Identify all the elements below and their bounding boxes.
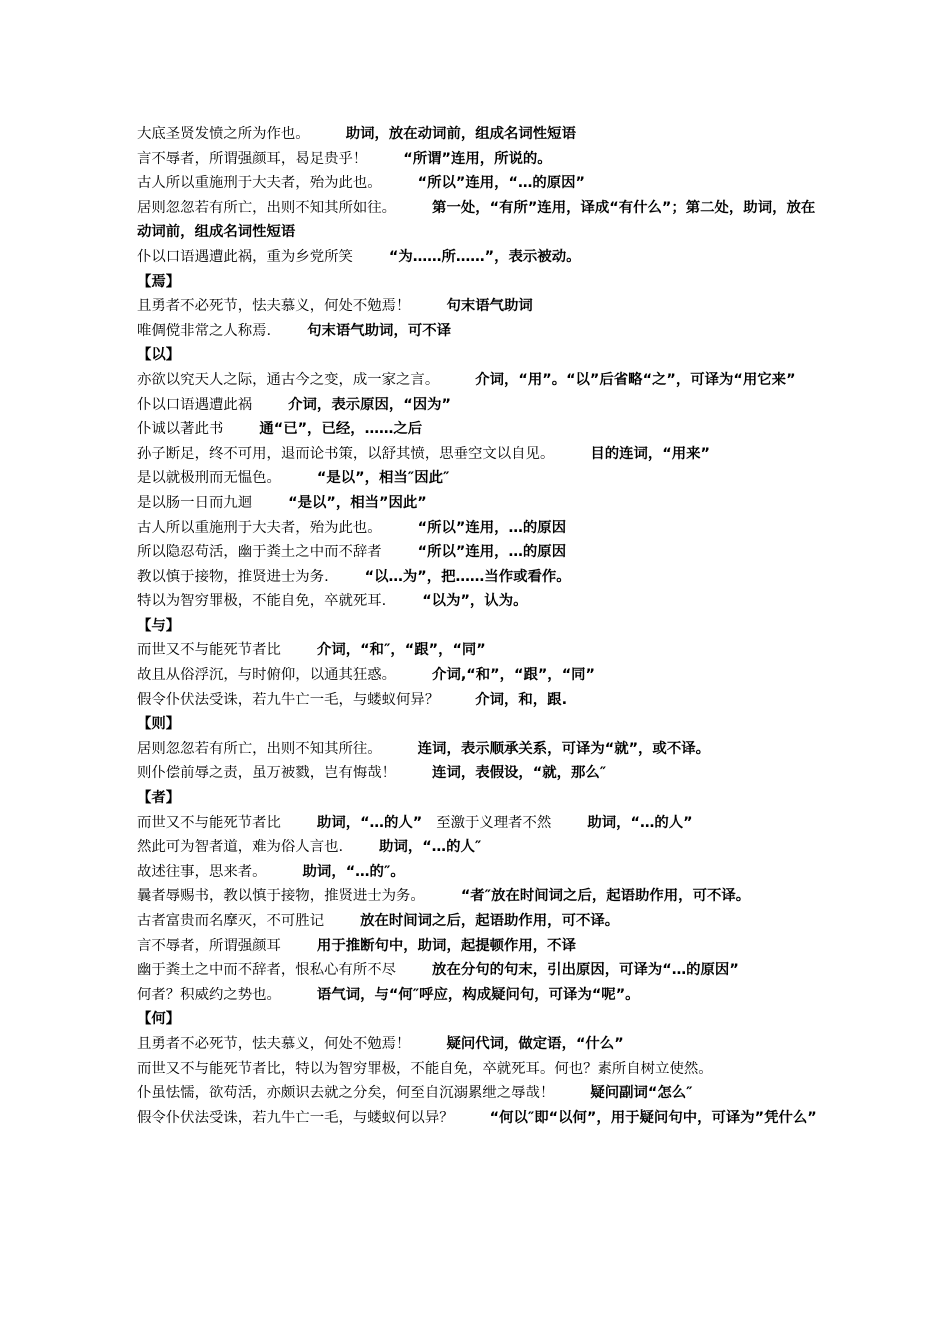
example-sentence: 孙子断足，终不可用，退而论书策，以舒其愤，思垂空文以自见。: [137, 445, 555, 462]
annotation: “所以”连用，…的原因: [417, 544, 567, 561]
example-line: [137, 663, 817, 688]
annotation: 句末语气助词: [446, 298, 533, 315]
example-sentence: 且勇者不必死节，怯夫慕义，何处不勉焉！: [137, 298, 411, 315]
annotation: 语气词，与“何″呼应，构成疑问句，可译为“呢”。: [316, 986, 640, 1003]
section-heading: [137, 614, 817, 639]
annotation: 介词，“和″，“跟”，“同”: [316, 642, 486, 659]
example-line: [137, 638, 817, 663]
annotation: 通“已”，已经，……之后: [259, 421, 423, 438]
section-heading-text: 【者】: [137, 790, 181, 807]
example-sentence: 是以肠一日而九迴: [137, 494, 253, 511]
example-line: [137, 417, 817, 442]
example-sentence: 假令仆伏法受诛，若九牛亡一毛，与蝼蚁何以异？: [137, 1109, 454, 1126]
annotation: “所谓”连用，所说的。: [403, 150, 552, 167]
example-line: [137, 393, 817, 418]
annotation: “以…为”，把……当作或看作。: [364, 568, 571, 585]
annotation: 疑问代词，做定语，“什么”: [446, 1035, 624, 1052]
example-line: [137, 884, 817, 909]
annotation: 放在分句的句末，引出原因，可译为“…的原因”: [432, 962, 739, 979]
example-line: [137, 171, 817, 196]
example-sentence: 则仆偿前辱之责，虽万被戮，岂有悔哉！: [137, 765, 397, 782]
example-sentence: 且勇者不必死节，怯夫慕义，何处不勉焉！: [137, 1035, 411, 1052]
annotation: 连词，表假设，“就，那么″: [432, 765, 607, 782]
section-heading-text: 【则】: [137, 716, 181, 733]
annotation: 放在时间词之后，起语助作用，可不译。: [360, 913, 620, 929]
document-body: [137, 122, 817, 1130]
section-heading-text: 【以】: [137, 347, 181, 364]
example-line: [137, 491, 817, 516]
example-line: [137, 368, 817, 393]
example-sentence: 唯倜傥非常之人称焉.: [137, 322, 272, 339]
example-line: [137, 737, 817, 762]
annotation: 助词，“…的人”: [587, 814, 693, 831]
section-heading-text: 【何】: [137, 1011, 181, 1028]
annotation: “是以”，相当”因此”: [288, 494, 427, 511]
annotation: 介词，“用”。“以”后省略“之”，可译为“用它来”: [475, 371, 796, 388]
example-sentence: 至激于义理者不然: [436, 814, 552, 831]
example-line: [137, 147, 817, 172]
example-line: [137, 909, 817, 934]
example-sentence: 言不辱者，所谓强颜耳: [137, 937, 281, 954]
example-sentence: 居则忽忽若有所亡，出则不知其所如往。: [137, 199, 397, 216]
example-sentence: 所以隐忍苟活，幽于粪土之中而不辞者: [137, 544, 382, 561]
example-sentence: 幽于粪土之中而不辞者，恨私心有所不尽: [137, 962, 397, 979]
example-line: [137, 983, 817, 1008]
example-line: [137, 540, 817, 565]
example-line: [137, 245, 817, 270]
section-heading-text: 【焉】: [137, 273, 181, 290]
example-sentence: 然此可为智者道，难为俗人言也.: [137, 839, 344, 856]
annotation: 助词，“…的人”: [316, 814, 423, 831]
section-heading-text: 【与】: [137, 617, 181, 634]
section-heading: [137, 1007, 817, 1032]
annotation: 疑问副词“怎么″: [590, 1085, 693, 1102]
example-line: [137, 934, 817, 959]
example-sentence: 居则忽忽若有所亡，出则不知其所往。: [137, 740, 382, 757]
annotation: 用于推断句中，助词，起提顿作用，不译: [316, 937, 576, 954]
example-line: [137, 1106, 817, 1131]
example-sentence: 故述往事，思来者。: [137, 863, 267, 880]
example-sentence: 仆以口语遇遭此祸，重为乡党所笑: [137, 248, 353, 265]
annotation: “为……所……”，表示被动。: [388, 248, 581, 265]
annotation: 介词，表示原因，“因为”: [288, 396, 451, 413]
example-sentence: 而世又不与能死节者比: [137, 642, 281, 659]
example-sentence: 故且从俗浮沉，与时俯仰，以通其狂惑。: [137, 667, 397, 684]
example-line: [137, 1081, 817, 1106]
annotation: 连词，表示顺承关系，可译为“就”，或不译。: [417, 740, 710, 757]
example-line: [137, 761, 817, 786]
example-line: [137, 196, 817, 245]
annotation: “所以”连用，…的原因: [417, 519, 567, 536]
annotation: “是以”，相当″因此″: [316, 470, 450, 487]
annotation: “所以”连用，“…的原因”: [417, 175, 586, 192]
example-line: [137, 122, 817, 147]
annotation: 助词，“…的″。: [302, 863, 405, 880]
example-sentence: 古人所以重施刑于大夫者，殆为此也。: [137, 519, 382, 536]
example-sentence: 言不辱者，所谓强颜耳，曷足贵乎！: [137, 150, 368, 167]
example-sentence: 曩者辱赐书，教以慎于接物，推贤进士为务。: [137, 888, 425, 905]
example-line: [137, 565, 817, 590]
example-line: [137, 811, 817, 836]
example-sentence: 古人所以重施刑于大夫者，殆为此也。: [137, 175, 382, 192]
example-sentence: 仆以口语遇遭此祸: [137, 396, 253, 413]
annotation: 助词，“…的人″: [379, 839, 482, 856]
section-heading: [137, 270, 817, 295]
example-sentence: 而世又不与能死节者比，特以为智穷罪极，不能自免，卒就死耳。何也？素所自树立使然。: [137, 1060, 713, 1077]
example-sentence: 何者？积威约之势也。: [137, 986, 281, 1003]
example-line: [137, 1057, 817, 1082]
example-line: [137, 466, 817, 491]
annotation: 介词，和，跟.: [475, 691, 568, 708]
section-heading: [137, 712, 817, 737]
section-heading: [137, 786, 817, 811]
example-line: [137, 589, 817, 614]
example-sentence: 仆虽怯懦，欲苟活，亦颇识去就之分矣，何至自沉溺累绁之辱哉！: [137, 1085, 555, 1102]
annotation: 目的连词，“用来”: [590, 445, 710, 462]
annotation: 第一处，“有所”连用，译成“有什么”；第二处，助词，放在动词前，组成名词性短语: [137, 199, 816, 241]
example-line: [137, 294, 817, 319]
section-heading: [137, 343, 817, 368]
example-line: [137, 835, 817, 860]
example-sentence: 特以为智穷罪极，不能自免，卒就死耳.: [137, 593, 387, 610]
annotation: 助词，放在动词前，组成名词性短语: [345, 126, 576, 142]
example-line: [137, 958, 817, 983]
example-line: [137, 860, 817, 885]
example-line: [137, 1032, 817, 1057]
example-sentence: 大底圣贤发愤之所为作也。: [137, 126, 310, 142]
example-sentence: 亦欲以究天人之际，通古今之变，成一家之言。: [137, 371, 440, 388]
example-line: [137, 688, 817, 713]
annotation: “何以″即“以何”，用于疑问句中，可译为”凭什么”: [489, 1109, 817, 1126]
example-line: [137, 319, 817, 344]
example-sentence: 古者富贵而名摩灭，不可胜记: [137, 913, 325, 929]
example-sentence: 而世又不与能死节者比: [137, 814, 281, 831]
annotation: “者″放在时间词之后，起语助作用，可不译。: [460, 888, 751, 905]
example-sentence: 是以就极刑而无愠色。: [137, 470, 281, 487]
annotation: 句末语气助词，可不译: [307, 322, 452, 339]
example-sentence: 教以慎于接物，推贤进士为务.: [137, 568, 329, 585]
annotation: 介词,“和”，“跟”，“同”: [432, 667, 595, 684]
example-sentence: 假令仆伏法受诛，若九牛亡一毛，与蝼蚁何异？: [137, 691, 440, 708]
annotation: “以为”，认为。: [422, 593, 528, 610]
example-line: [137, 442, 817, 467]
example-sentence: 仆诚以著此书: [137, 421, 224, 438]
example-line: [137, 516, 817, 541]
